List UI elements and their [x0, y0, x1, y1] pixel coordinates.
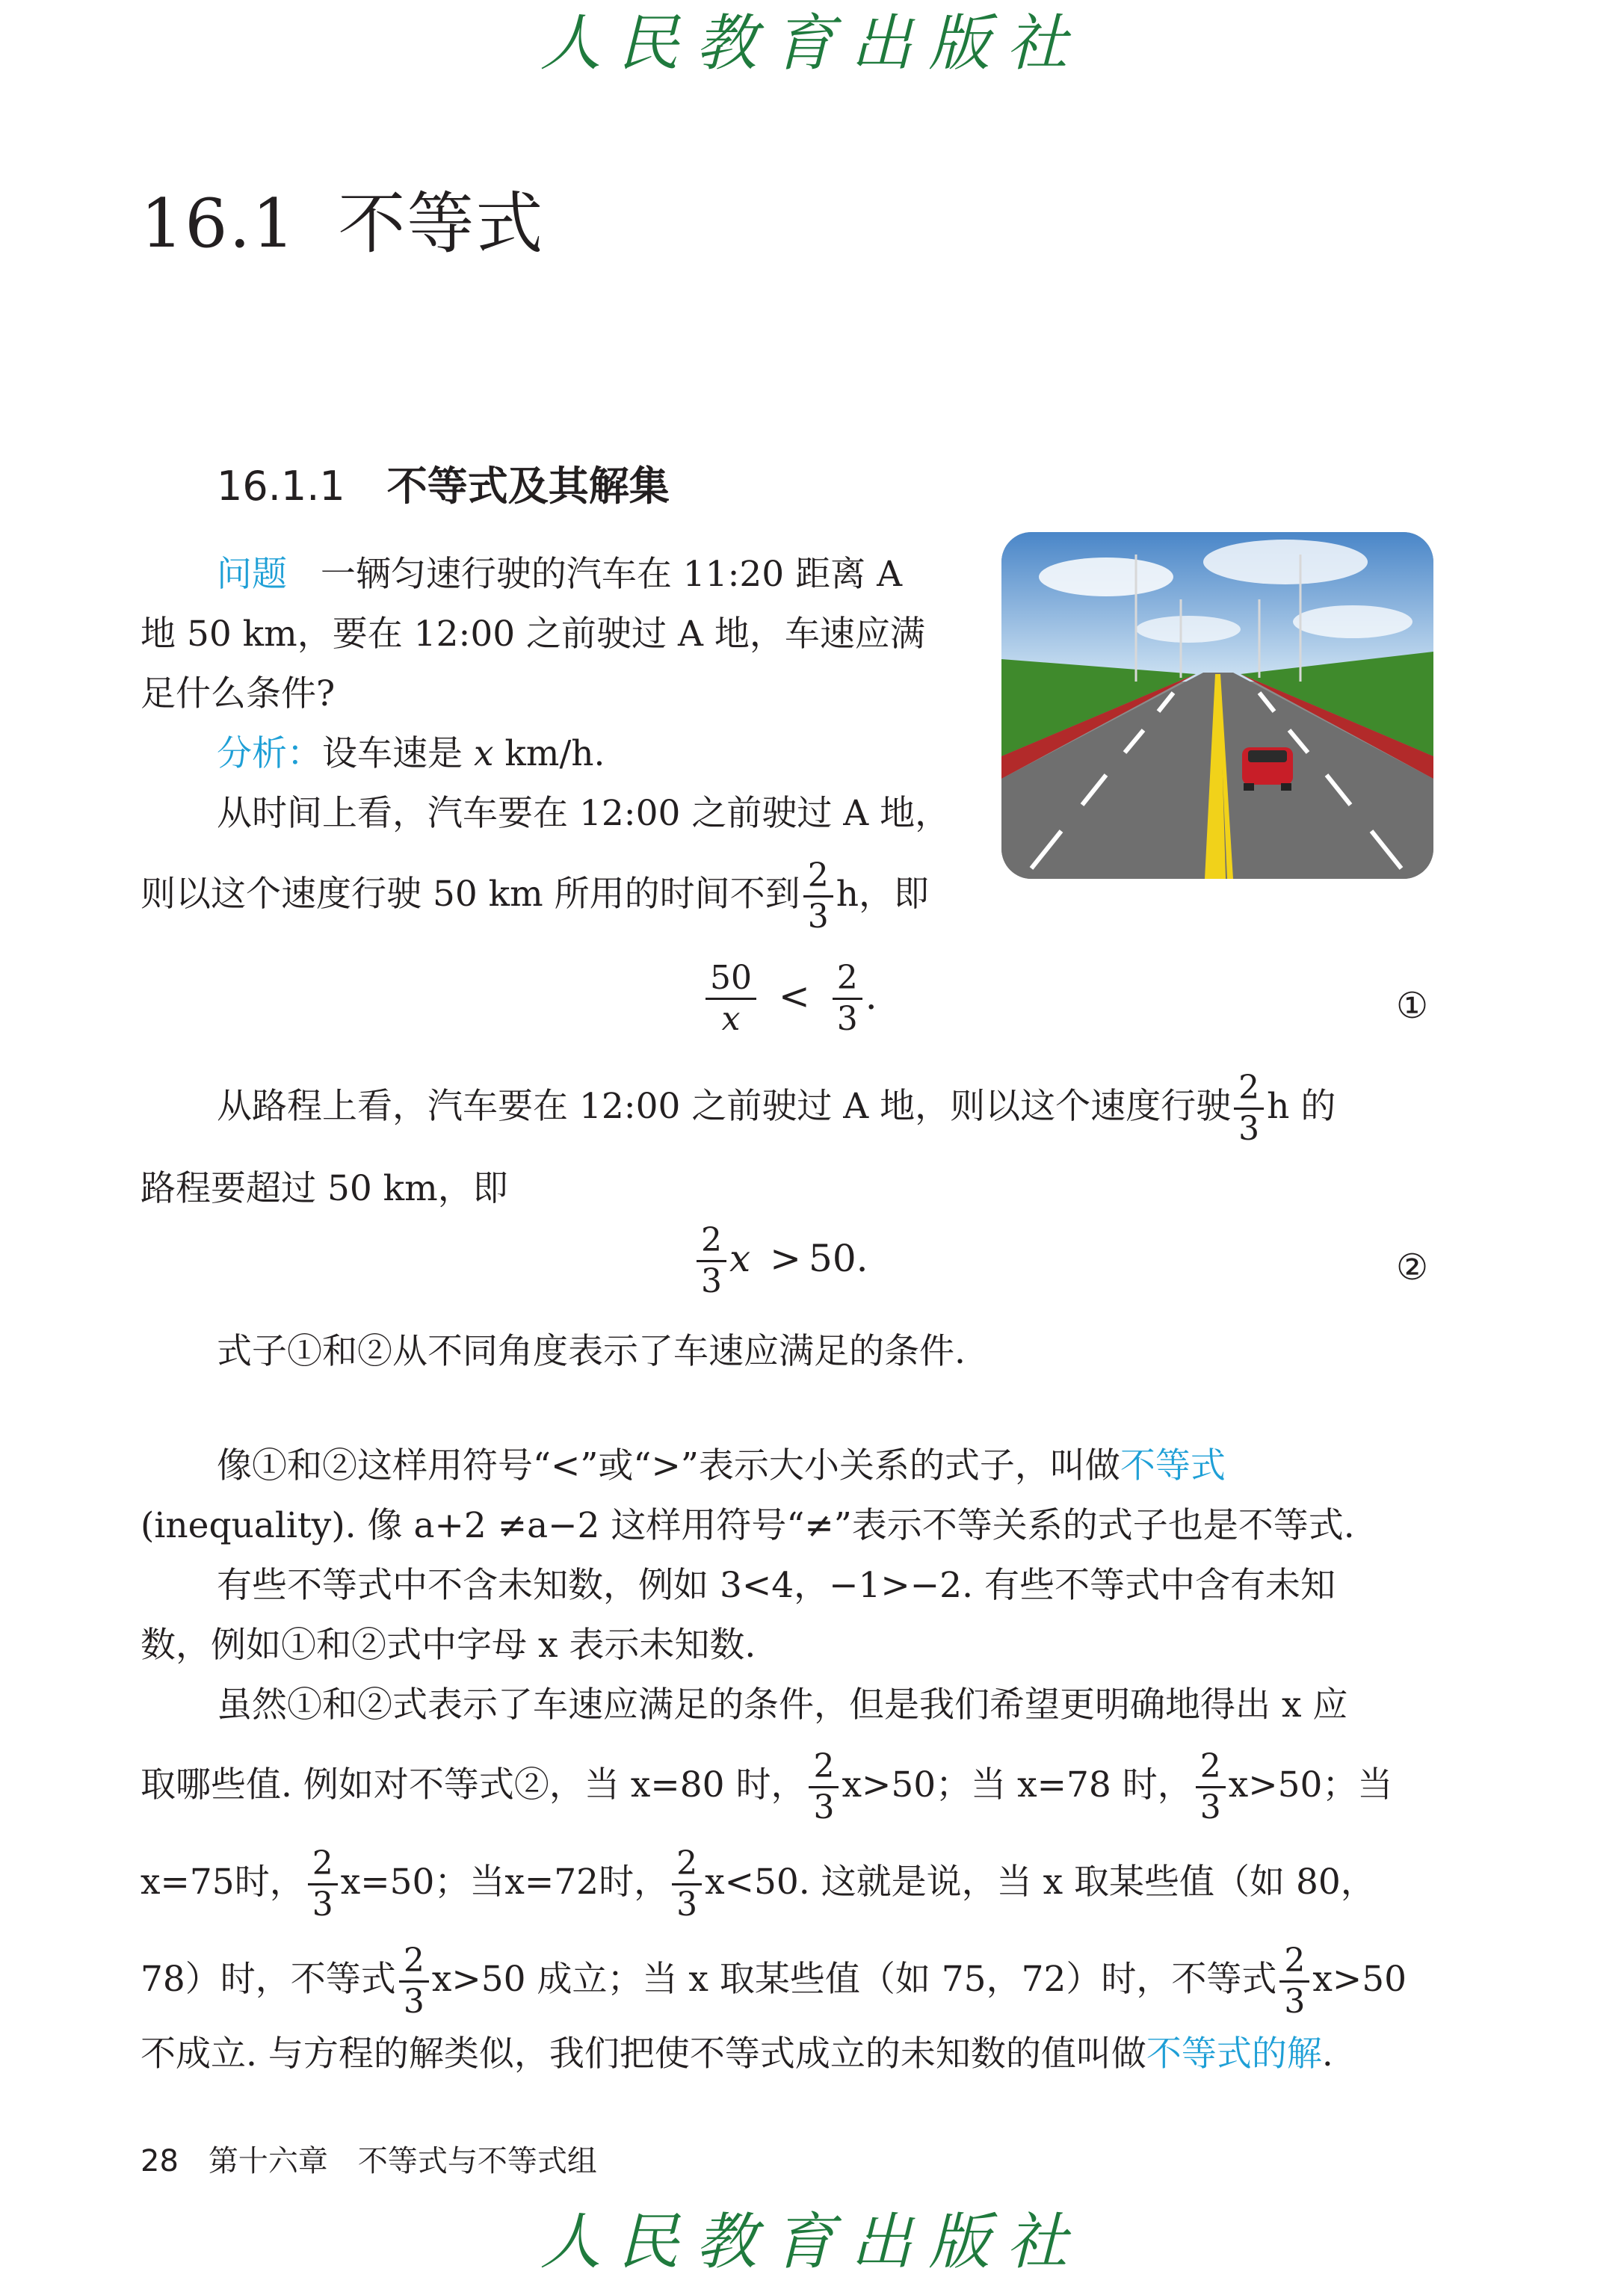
frac-num: 2 [1279, 1943, 1309, 1983]
page-number: 28 [141, 2144, 179, 2178]
eq1-end: . [865, 974, 877, 1018]
fraction-two-thirds [803, 858, 833, 936]
equation-summary: 式子①和②从不同角度表示了车速应满足的条件. [217, 1331, 966, 1372]
frac-den: 3 [403, 1983, 424, 2021]
frac-num: 2 [809, 1749, 839, 1788]
frac-den: 3 [676, 1885, 698, 1924]
para3-5-end: . [1321, 2033, 1333, 2075]
frac-den: 3 [1200, 1788, 1221, 1827]
equation-2-label: ② [1395, 1247, 1428, 1288]
distance-view-line-2: 路程要超过 50 km，即 [141, 1168, 508, 1209]
problem-text-1: 一辆匀速行驶的汽车在 11:20 距离 A [320, 554, 903, 595]
frac-num: 2 [1234, 1070, 1264, 1110]
eq1-lhs-fraction [706, 960, 756, 1038]
para3-3a: x=75时， [141, 1861, 305, 1903]
term-inequality: 不等式 [1120, 1445, 1226, 1486]
subsection-number: 16.1.1 [217, 463, 345, 510]
analysis-unit: km/h. [493, 733, 605, 774]
frac-num: 2 [399, 1943, 429, 1983]
problem-label: 问题 [217, 554, 287, 595]
publisher-logo-top: 人民教育出版社 [540, 8, 1084, 79]
term-solution: 不等式的解 [1146, 2033, 1322, 2075]
fraction-two-thirds-5 [308, 1846, 338, 1924]
equation-1-label: ① [1395, 985, 1428, 1027]
time-view-line-1: 从时间上看，汽车要在 12:00 之前驶过 A 地， [217, 793, 951, 834]
para3-2c: x>50；当 [1228, 1764, 1393, 1806]
publisher-logo-bottom: 人民教育出版社 [540, 2207, 1084, 2278]
para3-5-text: 不成立. 与方程的解类似，我们把使不等式成立的未知数的值叫做 [141, 2033, 1146, 2075]
frac-den: 3 [807, 898, 829, 936]
analysis-var: x [473, 733, 494, 774]
equation-1 [703, 960, 877, 1038]
time-view-text: 则以这个速度行驶 50 km 所用的时间不到 [141, 873, 800, 915]
problem-line-2: 地 50 km，要在 12:00 之前驶过 A 地，车速应满 [141, 614, 925, 655]
chapter-label: 第十六章 [208, 2144, 328, 2178]
distance-view-line-1 [217, 1070, 1336, 1148]
eq2-num: 2 [697, 1223, 726, 1262]
para3-2b: x>50；当 x=78 时， [842, 1764, 1193, 1806]
eq1-rhs-fraction [833, 960, 862, 1038]
subsection-title [217, 463, 670, 510]
para3-4a: 78）时，不等式 [141, 1958, 396, 2000]
para3-4c: x>50 [1312, 1958, 1407, 2000]
section-number: 16.1 [141, 185, 297, 263]
distance-view-end: h 的 [1267, 1085, 1336, 1127]
time-view-end: h，即 [836, 873, 929, 915]
chapter-title: 不等式与不等式组 [357, 2144, 597, 2178]
para2-line-2: 数，例如①和②式中字母 x 表示未知数. [141, 1625, 756, 1666]
eq2-fraction [697, 1223, 726, 1300]
fraction-two-thirds-2 [1234, 1070, 1264, 1148]
frac-den: 3 [312, 1885, 333, 1924]
frac-num: 2 [803, 858, 833, 898]
fraction-two-thirds-7 [399, 1943, 429, 2021]
subsection-title-text: 不等式及其解集 [386, 463, 670, 510]
para3-4b: x>50 成立；当 x 取某些值（如 75，72）时，不等式 [431, 1958, 1277, 2000]
equation-2 [694, 1223, 868, 1300]
para3-line-2 [141, 1749, 1392, 1826]
problem-line-1 [217, 555, 902, 595]
eq2-rhs: 50. [809, 1236, 868, 1280]
fraction-two-thirds-8 [1279, 1943, 1309, 2021]
para3-line-4 [141, 1943, 1407, 2021]
eq2-den: 3 [701, 1262, 722, 1301]
eq2-relation: > [770, 1236, 802, 1280]
para3-line-5 [141, 2034, 1333, 2075]
section-title-text: 不等式 [338, 185, 545, 263]
fraction-two-thirds-6 [672, 1846, 702, 1924]
para2-line-1: 有些不等式中不含未知数，例如 3<4，−1>−2. 有些不等式中含有未知 [217, 1565, 1336, 1606]
fraction-two-thirds-4 [1196, 1749, 1226, 1826]
frac-den: 3 [1238, 1110, 1260, 1149]
frac-den: 3 [1284, 1983, 1306, 2021]
para1-line-1 [217, 1446, 1226, 1486]
frac-num: 2 [672, 1846, 702, 1885]
para3-line-3 [141, 1846, 1376, 1924]
para3-3c: x<50. 这就是说，当 x 取某些值（如 80， [705, 1861, 1376, 1903]
para1-line-2: (inequality). 像 a+2 ≠a−2 这样用符号“≠”表示不等关系的式子也是不等式. [141, 1505, 1355, 1546]
analysis-text: 设车速是 [322, 733, 474, 774]
fraction-two-thirds-3 [809, 1749, 839, 1826]
analysis-label: 分析： [217, 733, 322, 774]
road-car-illustration [1001, 532, 1433, 879]
page-footer [141, 2137, 597, 2180]
road-scene [1001, 532, 1433, 879]
section-title [141, 185, 545, 263]
problem-line-3: 足什么条件? [141, 673, 336, 714]
para3-line-1: 虽然①和②式表示了车速应满足的条件，但是我们希望更明确地得出 x 应 [217, 1684, 1348, 1726]
red-car [1242, 747, 1293, 791]
para1-text: 像①和②这样用符号“<”或“>”表示大小关系的式子，叫做 [217, 1445, 1120, 1486]
eq1-rhs-num: 2 [833, 960, 862, 1000]
eq1-rhs-den: 3 [836, 1000, 858, 1039]
eq1-den: x [721, 1000, 741, 1039]
time-view-line-2 [141, 858, 929, 936]
eq1-relation: < [778, 974, 810, 1018]
eq2-var: x [729, 1236, 751, 1280]
para3-3b: x=50；当x=72时， [340, 1861, 670, 1903]
frac-num: 2 [1196, 1749, 1226, 1788]
analysis-line [217, 734, 605, 774]
frac-den: 3 [813, 1788, 835, 1827]
distance-view-text: 从路程上看，汽车要在 12:00 之前驶过 A 地，则以这个速度行驶 [217, 1085, 1232, 1127]
para3-2a: 取哪些值. 例如对不等式②，当 x=80 时， [141, 1764, 806, 1806]
eq1-num: 50 [706, 960, 756, 1000]
frac-num: 2 [308, 1846, 338, 1885]
